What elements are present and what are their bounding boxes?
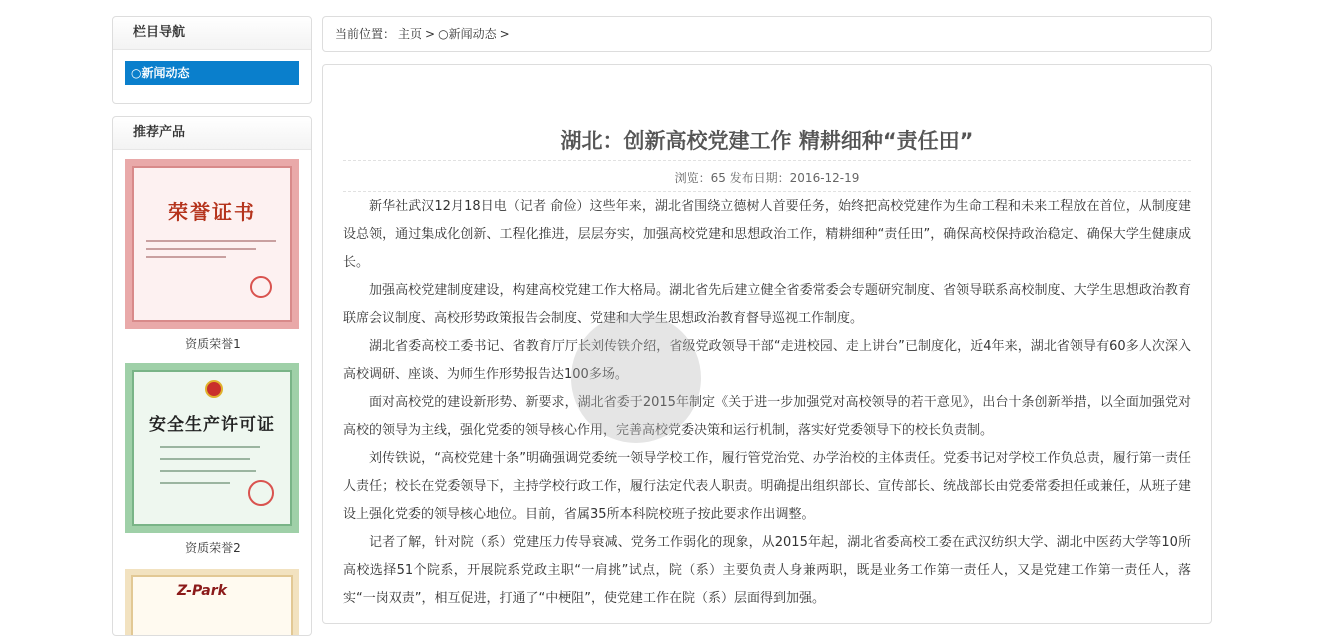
- certificate-title: 安全生产许可证: [149, 415, 275, 435]
- article-paragraph: 面对高校党的建设新形势、新要求，湖北省委于2015年制定《关于进一步加强党对高校领导的若干意见》，出台十条创新举措，以全面加强党对高校的领导为主线，强化党委的领导核心作用，完善高校党委决策和运行机制，落实好党委领导下的校长负责制。: [343, 395, 1191, 438]
- article-paragraph: 记者了解，针对院（系）党建压力传导衰减、党务工作弱化的现象，从2015年起，湖北省委高校工委在武汉纺织大学、湖北中医药大学等10所高校选择51个院系，开展院系党政主职“一肩挑”试点，院（系）主要负责人身兼两职，既是业务工作第一责任人，又是党建工作第一责任人，落实“一岗双责”，相互促进，打通了“中梗阻”，使党建工作在院（系）层面得到加强。: [343, 535, 1191, 606]
- product-image-honor-certificate[interactable]: [125, 159, 299, 329]
- breadcrumb-home-link[interactable]: 主页: [398, 27, 423, 41]
- article-paragraph: 湖北省委高校工委书记、省教育厅厅长刘传铁介绍，省级党政领导干部“走进校园、走上讲台”已制度化，近4年来，湖北省领导有60多人次深入高校调研、座谈、为师生作形势报告达100多场。: [343, 339, 1191, 382]
- article-title: 湖北：创新高校党建工作 精耕细种“责任田”: [560, 129, 974, 153]
- article-paragraph: 加强高校党建制度建设，构建高校党建工作大格局。湖北省先后建立健全省委常委会专题研究制度、省领导联系高校制度、大学生思想政治教育联席会议制度、高校形势政策报告会制度、党建和大学生思想政治教育督导巡视工作制度。: [343, 283, 1191, 326]
- products-title: 推荐产品: [113, 117, 311, 150]
- product-caption[interactable]: 资质荣誉2: [185, 541, 241, 555]
- article-paragraph: 刘传铁说，“高校党建十条”明确强调党委统一领导学校工作，履行管党治党、办学治校的主体责任。党委书记对学校工作负总责，履行第一责任人责任；校长在党委领导下，主持学校行政工作，履行法定代表人职责。明确提出组织部长、宣传部长、统战部长由党委常委担任或兼任，从班子建设上强化党委的领导核心地位。目前，省属35所本科院校班子按此要求作出调整。: [343, 451, 1191, 522]
- seal-icon: [250, 276, 272, 298]
- national-emblem-icon: [205, 380, 223, 398]
- nav-item-news[interactable]: ○新闻动态: [125, 61, 299, 85]
- product-caption[interactable]: 资质荣誉1: [185, 337, 241, 351]
- breadcrumb: [335, 17, 513, 51]
- divider: [343, 191, 1191, 192]
- article-panel: [322, 64, 1212, 624]
- breadcrumb-separator: >: [425, 27, 436, 41]
- category-nav-title: 栏目导航: [113, 17, 311, 50]
- divider: [343, 160, 1191, 161]
- product-image-zpark-certificate[interactable]: [125, 569, 299, 636]
- article-body: [343, 193, 1191, 613]
- zpark-logo: Z-Park: [177, 583, 227, 599]
- article-paragraph: 新华社武汉12月18日电（记者 俞俭）这些年来，湖北省围绕立德树人首要任务，始终把高校党建作为生命工程和未来工程放在首位，从制度建设总领，通过集成化创新、工程化推进，层层夯实，加强高校党建和思想政治工作，精耕细种“责任田”，确保高校保持政治稳定、确保大学生健康成长。: [343, 199, 1191, 270]
- breadcrumb-prefix: 当前位置：: [335, 27, 396, 41]
- certificate-title: 荣誉证书: [168, 200, 256, 224]
- breadcrumb-bar: [322, 16, 1212, 52]
- breadcrumb-separator: >: [499, 27, 510, 41]
- recommended-products-panel: [112, 116, 312, 636]
- product-image-safety-license[interactable]: [125, 363, 299, 533]
- breadcrumb-news-link[interactable]: ○新闻动态: [438, 27, 497, 41]
- article-meta: 浏览：65 发布日期：2016-12-19: [674, 171, 860, 185]
- category-nav-panel: [112, 16, 312, 104]
- seal-icon: [248, 480, 274, 506]
